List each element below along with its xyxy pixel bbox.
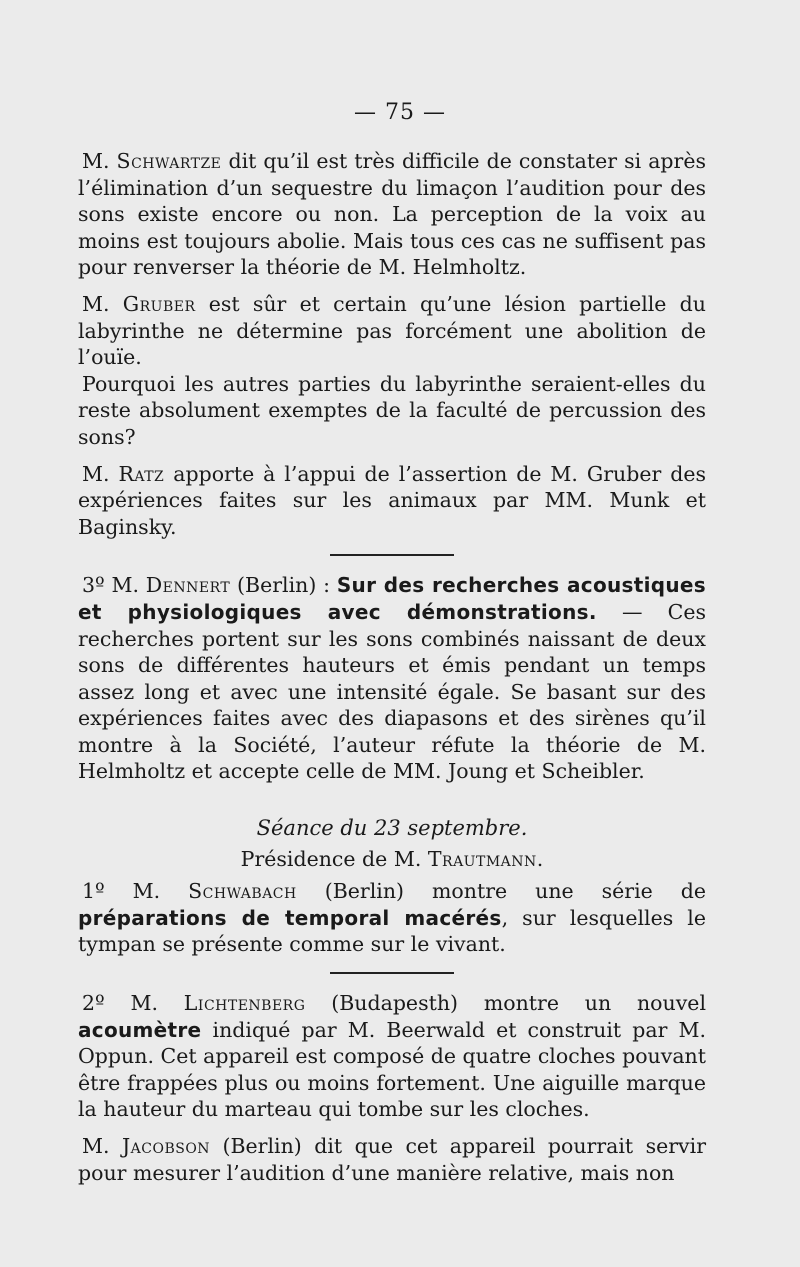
paragraph-schwartze [78,148,706,281]
person-name: Schwabach [188,879,297,904]
paragraph-gruber [78,291,706,371]
paragraph-text: dit qu’il est très difficile de constater si après l’élimination d’un sequestre du limaçon l’audition pour des sons existe encore ou non. La perception de la voix au moins est toujours abolie. Mais tous ces cas ne suffisent pas pour renverser la théorie de M. Helmholtz. [78,149,706,280]
paragraph-schwabach [78,878,706,958]
person-name: Lichtenberg [183,991,306,1016]
paragraph-pourquoi: Pourquoi les autres parties du labyrinthe seraient-elles du reste absolument exemptes de la faculté de percussion des sons? [78,371,706,449]
paragraph-lead: M. [82,1134,122,1158]
person-name: Jacobson [121,1134,211,1158]
presidence-end: . [536,846,544,871]
paragraph-text: indiqué par M. Beerwald et construit par M. Oppun. Cet appareil est composé de quatre cloches pouvant être frappées plus ou moins fortement. Une aiguille marque la hauteur du marteau qui tombe sur les cloches. [78,1017,706,1122]
paragraph-ratz [78,461,706,541]
paragraph-text: (Berlin) dit que cet appareil pourrait servir pour mesurer l’audition d’une manière relative, mais non [78,1134,706,1185]
bold-topic: acoumètre [78,1017,202,1042]
paragraph-lead: M. [82,461,119,486]
page-number: — 75 — [354,100,446,125]
paragraph-lead: M. [82,291,123,316]
paragraph-text: (Berlin) : [230,573,337,598]
paragraph-lead: 2º M. [82,991,184,1016]
section-divider [330,554,454,556]
paragraph-lead: M. [82,149,117,173]
person-name: Trautmann [427,846,537,871]
bold-topic: Sur des recherches acoustiques et physiologiques avec démonstrations. [78,573,706,624]
presidence-line [78,846,706,873]
bold-topic: préparations de temporal macérés [78,905,502,930]
person-name: Schwartze [116,149,222,173]
seance-title: Séance du 23 septembre. [256,816,528,841]
person-name: Gruber [122,291,196,316]
presidence-text: Présidence de M. [240,846,428,871]
paragraph-lead: 1º M. [82,879,189,904]
paragraph-lichtenberg [78,990,706,1123]
section-divider [330,972,454,974]
paragraph-text: (Berlin) montre une série de [296,879,706,904]
paragraph-text: est sûr et certain qu’une lésion partielle du labyrinthe ne détermine pas forcément une abolition de l’ouïe. [78,291,706,370]
paragraph-jacobson [78,1133,706,1186]
paragraph-text: , sur lesquelles le tympan se présente comme sur le vivant. [78,905,706,957]
person-name: Dennert [145,573,231,598]
paragraph-dennert [78,572,706,785]
page-text [78,148,706,1186]
paragraph-text: apporte à l’appui de l’assertion de M. Gruber des expériences faites sur les animaux par MM. Munk et Baginsky. [78,461,706,539]
paragraph-text: (Budapesth) montre un nouvel [305,991,706,1016]
paragraph-text: — Ces recherches portent sur les sons combinés naissant de deux sons de différentes hauteurs et émis pendant un temps assez long et avec une intensité égale. Se basant sur des expériences faites avec des diapasons et des sirènes qu’il montre à la Société, l’auteur réfute la théorie de M. Helmholtz et accepte celle de MM. Joung et Scheibler. [78,599,707,784]
paragraph-lead: 3º M. [82,573,146,598]
person-name: Ratz [118,461,165,486]
